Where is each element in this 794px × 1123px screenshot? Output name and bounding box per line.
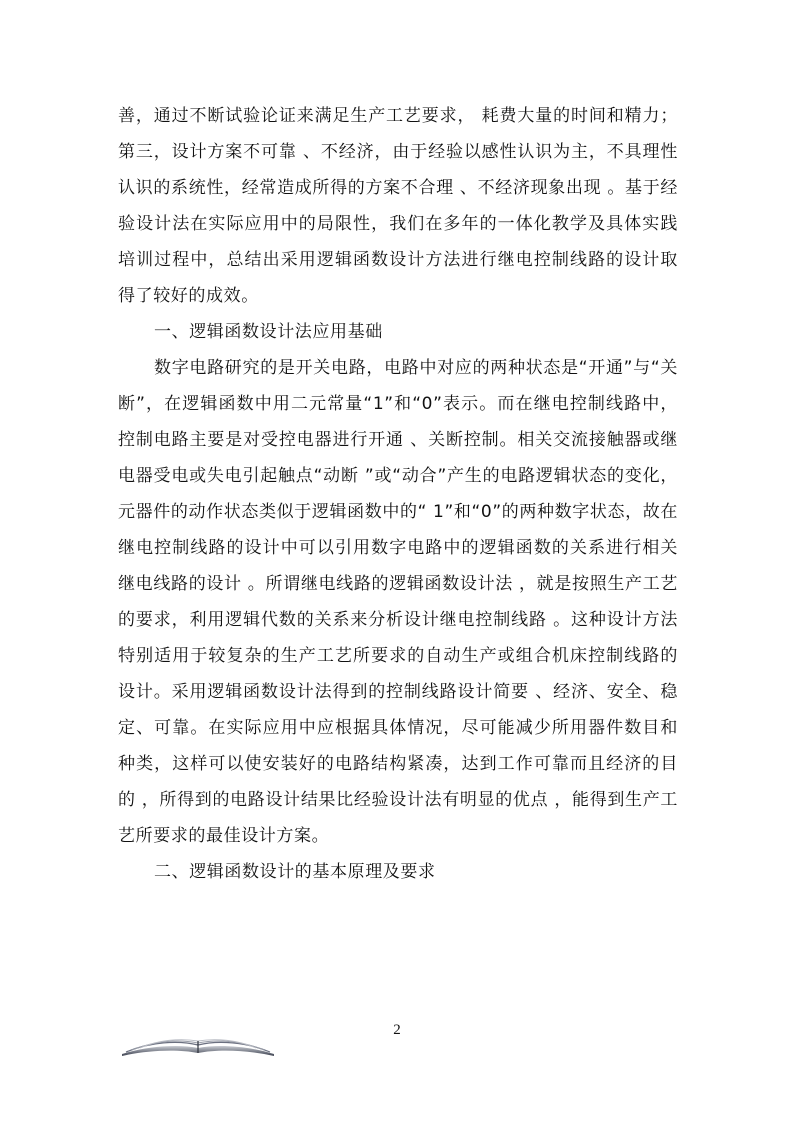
body-paragraph-section-1: 数字电路研究的是开关电路，电路中对应的两种状态是“开通”与“关断”，在逻辑函数中用二元常量“1”和“0”表示。而在继电控制线路中，控制电路主要是对受控电器进行开通 、关断控制。相关交流接触器或继电器受电或失电引起触点“动断 ”或“动合”产生的电路逻辑状态的变化，元器件的动作状态类似于逻辑函数中的“ 1”和“0”的两种数字状态，故在继电控制线路的设计中可以引用数字电路中的逻辑函数的关系进行相关继电线路的设计 。所谓继电线路的逻辑函数设计法 ，就是按照生产工艺的要求，利用逻辑代数的关系来分析设计继电控制线路 。这种设计方法特别适用于较复杂的生产工艺所要求的自动生产或组合机床控制线路的设计。采用逻辑函数设计法得到的控制线路设计简要 、经济、安全、稳定、可靠。在实际应用中应根据具体情况，尽可能减少所用器件数目和种类，这样可以使安装好的电路结构紧凑，达到工作可靠而且经济的目的 ，所得到的电路设计结果比经验设计法有明显的优点 ，能得到生产工艺所要求的最佳设计方案。 <box>118 358 678 846</box>
open-book-icon <box>118 1028 278 1058</box>
document-body <box>118 98 678 890</box>
body-paragraph-continuation: 善，通过不断试验论证来满足生产工艺要求， 耗费大量的时间和精力；第三，设计方案不可靠 、不经济，由于经验以感性认识为主，不具理性认识的系统性，经常造成所得的方案不合理 、不经济现象出现 。基于经验设计法在实际应用中的局限性，我们在多年的一体化教学及具体实践培训过程中，总结出采用逻辑函数设计方法进行继电控制线路的设计取得了较好的成效。 <box>118 106 678 306</box>
section-heading-2: 二、逻辑函数设计的基本原理及要求 <box>154 862 436 882</box>
page-footer <box>0 1010 794 1060</box>
page-number: 2 <box>393 1022 401 1038</box>
section-heading-1: 一、逻辑函数设计法应用基础 <box>154 322 383 342</box>
